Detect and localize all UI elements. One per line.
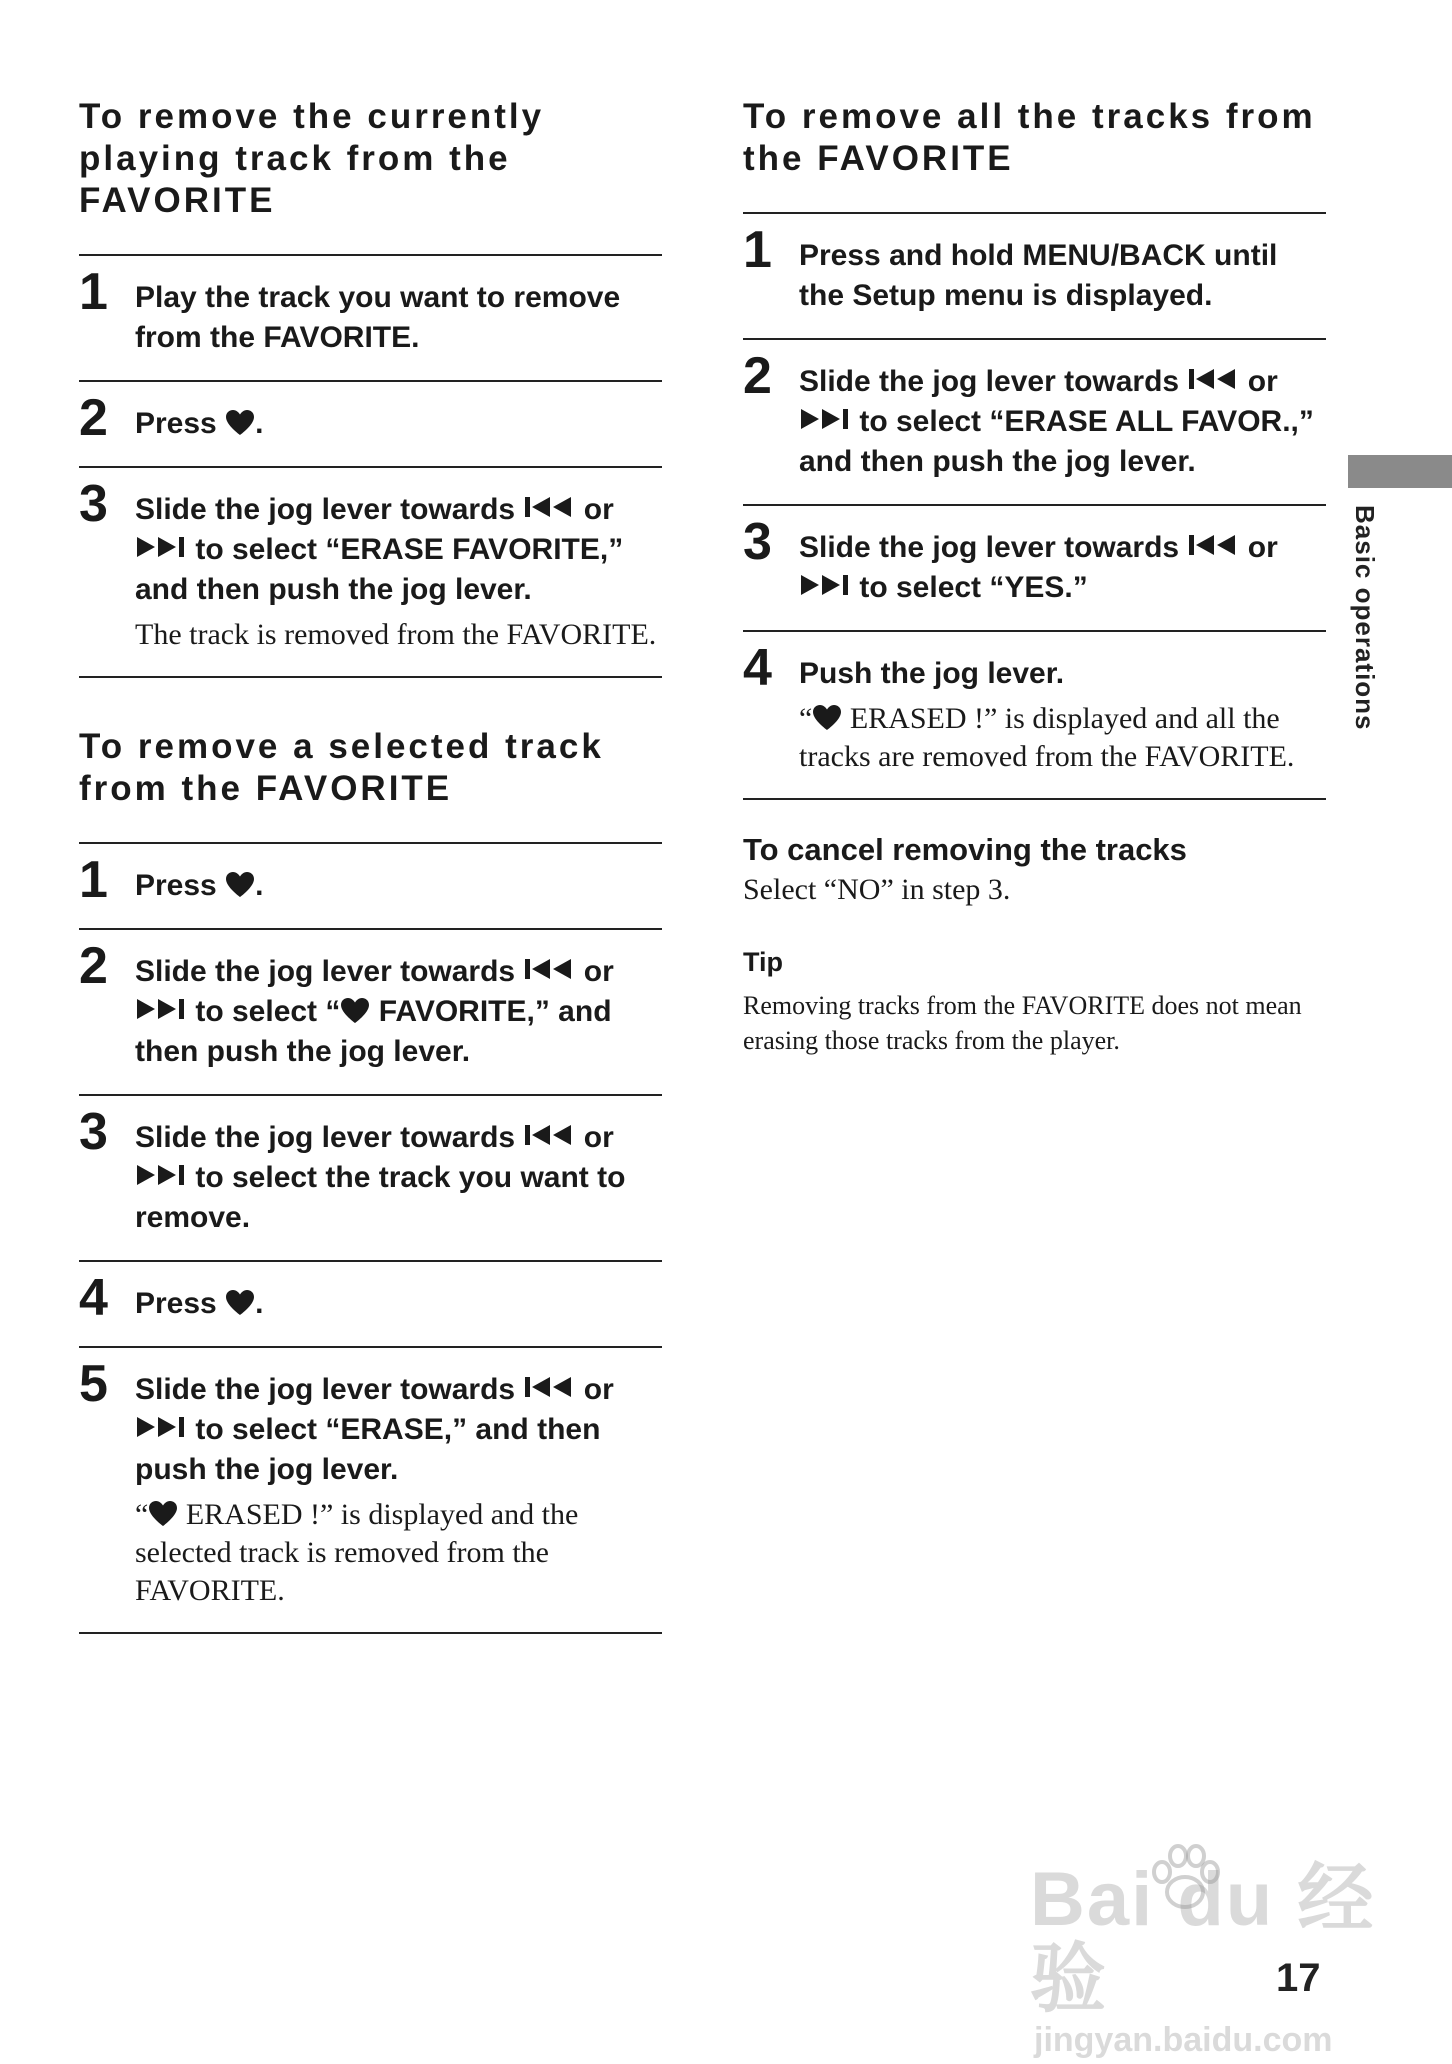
skip-forward-icon	[135, 1415, 187, 1439]
skip-back-icon	[523, 495, 575, 519]
step-number: 4	[79, 1269, 108, 1327]
tip-heading: Tip	[743, 947, 783, 977]
section-title: To remove all the tracks from the FAVORITE	[743, 97, 1316, 178]
step-text: Press	[135, 869, 226, 902]
step	[79, 468, 662, 678]
skip-forward-icon	[799, 573, 851, 597]
step-instruction	[799, 528, 1326, 608]
step-text: or	[575, 493, 614, 526]
skip-forward-icon	[135, 1163, 187, 1187]
step	[743, 214, 1326, 340]
step-list	[79, 842, 662, 1634]
watermark-logo-text: Bai du 经验	[1030, 1857, 1376, 2022]
step-text: to select “ERASE FAVORITE,” and then push the jog lever.	[135, 533, 624, 606]
step-number: 3	[79, 475, 108, 533]
step-text: FAVORITE,” and then push the jog lever.	[135, 995, 612, 1068]
step-number: 2	[743, 347, 772, 405]
skip-back-icon	[523, 1123, 575, 1147]
step	[79, 1096, 662, 1262]
heart-icon	[225, 1289, 255, 1316]
step-instruction	[135, 404, 662, 444]
step-instruction: Push the jog lever.	[799, 657, 1065, 690]
skip-forward-icon	[135, 535, 187, 559]
step-text: Slide the jog lever towards	[135, 1373, 524, 1406]
cancel-heading: To cancel removing the tracks	[743, 832, 1187, 867]
step-note	[135, 1496, 662, 1610]
step-note	[799, 700, 1326, 776]
step-number: 2	[79, 389, 108, 447]
note-text: ERASED !” is displayed and the selected track is removed from the FAVORITE.	[135, 1498, 579, 1607]
step	[79, 930, 662, 1096]
step	[79, 382, 662, 468]
step-list	[79, 254, 662, 678]
step-number: 5	[79, 1355, 108, 1413]
step-text: Press	[135, 407, 226, 440]
step	[79, 1262, 662, 1348]
note-text: “	[799, 702, 813, 735]
watermark-url: jingyan.baidu.com	[1034, 2021, 1333, 2059]
step-text: Slide the jog lever towards	[135, 955, 524, 988]
step-instruction	[135, 1118, 662, 1238]
side-tab-marker	[1348, 455, 1452, 488]
skip-back-icon	[1187, 367, 1239, 391]
side-section-label: Basic operations	[1350, 505, 1380, 731]
note-text: ERASED !” is displayed and all the tracks are removed from the FAVORITE.	[799, 702, 1295, 773]
step-text: or	[575, 1373, 614, 1406]
step-text: Slide the jog lever towards	[799, 531, 1188, 564]
step-list	[743, 212, 1326, 800]
step-instruction: Press and hold MENU/BACK until the Setup menu is displayed.	[799, 239, 1278, 312]
step-number: 1	[79, 263, 108, 321]
section-title: To remove the currently playing track from the FAVORITE	[79, 97, 545, 220]
step-number: 3	[743, 513, 772, 571]
section-remove-current	[79, 96, 662, 678]
left-column	[79, 96, 662, 1634]
skip-back-icon	[523, 1375, 575, 1399]
cancel-text: Select “NO” in step 3.	[743, 873, 1011, 906]
step-text: to select “ERASE ALL FAVOR.,” and then push the jog lever.	[799, 405, 1314, 478]
step-number: 1	[743, 221, 772, 279]
heart-icon	[225, 409, 255, 436]
skip-forward-icon	[135, 997, 187, 1021]
heart-icon	[148, 1500, 178, 1527]
step-number: 2	[79, 937, 108, 995]
step	[743, 632, 1326, 800]
step-number: 3	[79, 1103, 108, 1161]
step-text: to select “	[187, 995, 341, 1028]
section-title: To remove a selected track from the FAVORITE	[79, 727, 604, 808]
step-text: Slide the jog lever towards	[799, 365, 1188, 398]
heart-icon	[225, 871, 255, 898]
step-instruction	[135, 866, 662, 906]
step-number: 1	[79, 851, 108, 909]
step-text: or	[1239, 365, 1278, 398]
step	[79, 844, 662, 930]
step-text: .	[255, 869, 264, 902]
step-text: to select “ERASE,” and then push the jog lever.	[135, 1413, 601, 1486]
step-instruction	[135, 952, 662, 1072]
skip-back-icon	[1187, 533, 1239, 557]
step-text: or	[1239, 531, 1278, 564]
step-text: or	[575, 955, 614, 988]
step-text: or	[575, 1121, 614, 1154]
step-instruction	[135, 1284, 662, 1324]
section-remove-selected	[79, 726, 662, 1634]
page-number: 17	[1276, 1956, 1321, 2000]
watermark	[1030, 1857, 1452, 2060]
step-number: 4	[743, 639, 772, 697]
step-text: Press	[135, 1287, 226, 1320]
step-text: Slide the jog lever towards	[135, 493, 524, 526]
step-text: .	[255, 1287, 264, 1320]
section-remove-all	[743, 96, 1326, 800]
right-column	[743, 96, 1326, 1058]
step-instruction: Play the track you want to remove from the FAVORITE.	[135, 281, 621, 354]
step	[743, 340, 1326, 506]
step	[743, 506, 1326, 632]
step-instruction	[799, 362, 1326, 482]
skip-forward-icon	[799, 407, 851, 431]
skip-back-icon	[523, 957, 575, 981]
step-text: to select “YES.”	[851, 571, 1088, 604]
step-text: .	[255, 407, 264, 440]
step-instruction	[135, 490, 662, 610]
step	[79, 256, 662, 382]
heart-icon	[812, 704, 842, 731]
note-text: “	[135, 1498, 149, 1531]
tip-text: Removing tracks from the FAVORITE does not mean erasing those tracks from the player.	[743, 991, 1302, 1055]
step-text: Slide the jog lever towards	[135, 1121, 524, 1154]
step-text: to select the track you want to remove.	[135, 1161, 626, 1234]
step	[79, 1348, 662, 1634]
heart-icon	[340, 997, 370, 1024]
step-note: The track is removed from the FAVORITE.	[135, 618, 657, 651]
step-instruction	[135, 1370, 662, 1490]
